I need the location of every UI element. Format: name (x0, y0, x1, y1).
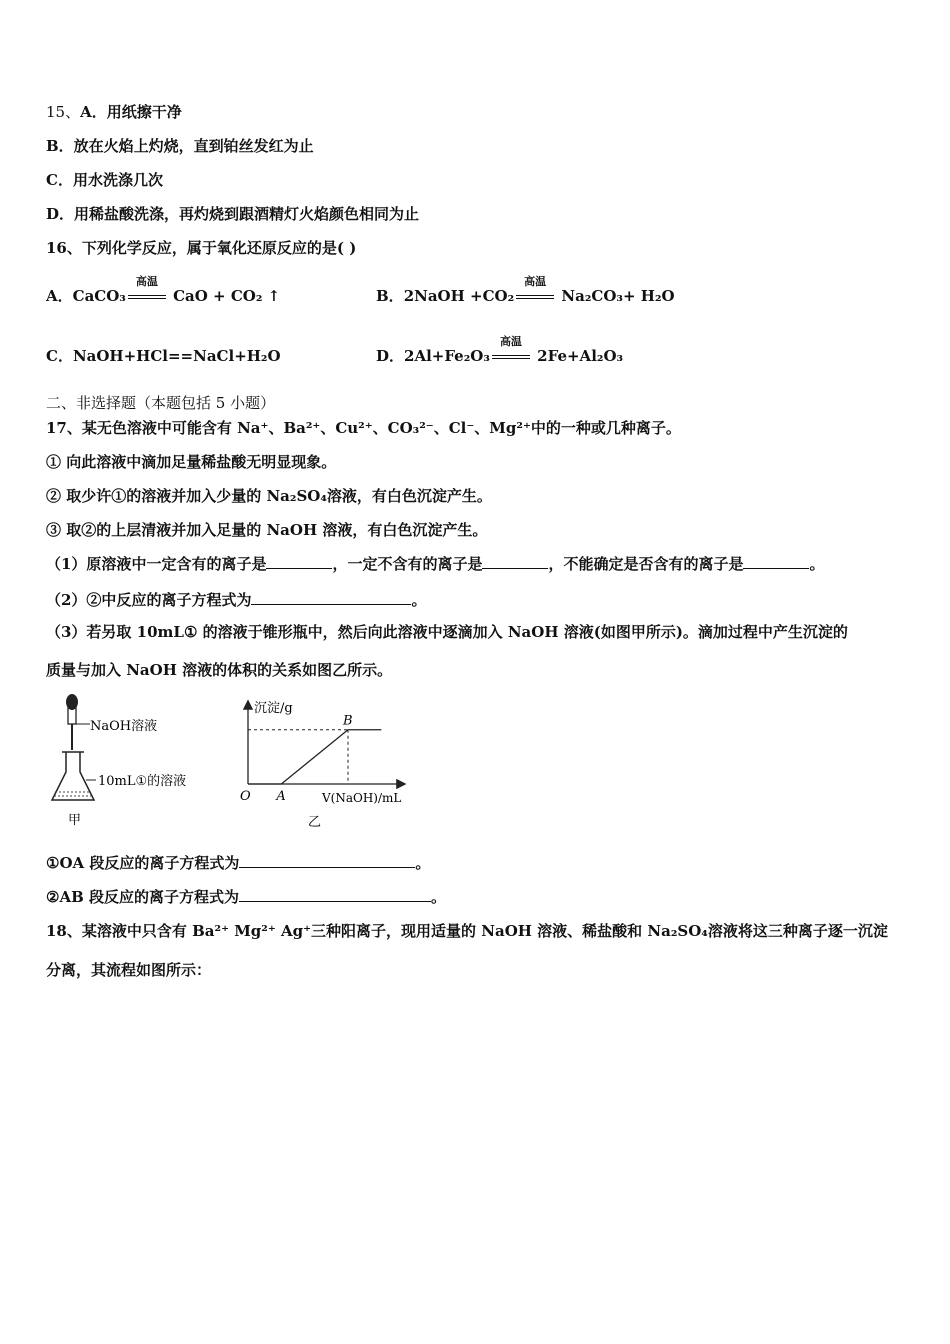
q18-line-2: 分离，其流程如图所示： (46, 961, 212, 979)
q16-option-c: C．NaOH+HCl==NaCl+H₂O (46, 347, 281, 365)
y-axis-label: 沉淀/g (254, 701, 293, 716)
q16-option-d: D．2Al+Fe₂O₃ 高温 2Fe+Al₂O₃ (376, 335, 624, 365)
answer-blank[interactable] (239, 853, 415, 868)
answer-blank[interactable] (266, 554, 332, 569)
caption-yi: 乙 (308, 815, 322, 830)
q17-step-3: ③ 取②的上层清液并加入足量的 NaOH 溶液，有白色沉淀产生。 (46, 521, 488, 539)
q17-ab: ②AB 段反应的离子方程式为 。 (46, 888, 447, 906)
answer-blank[interactable] (482, 554, 548, 569)
q17-part-3-line-1: （3）若另取 10mL① 的溶液于锥形瓶中，然后向此溶液中逐滴加入 NaOH 溶液(如图甲所示)。滴加过程中产生沉淀的 (46, 623, 848, 641)
q17-stem: 17、某无色溶液中可能含有 Na⁺、Ba²⁺、Cu²⁺、CO₃²⁻、Cl⁻、Mg²⁺中的一种或几种离子。 (46, 419, 681, 437)
series-line (248, 730, 381, 784)
dropper-label: NaOH溶液 (90, 719, 158, 734)
high-temp-condition: 高温 (514, 287, 556, 307)
dropper-icon (66, 694, 78, 750)
q15-option-c: C．用水洗涤几次 (46, 171, 163, 189)
x-axis-label: V(NaOH)/mL (322, 791, 402, 805)
answer-blank[interactable] (239, 887, 431, 902)
q17-part-1: （1）原溶液中一定含有的离子是 ，一定不含有的离子是 ，不能确定是否含有的离子是 。 (46, 555, 825, 573)
section-heading: 二、非选择题（本题包括 5 小题） (46, 394, 276, 412)
q15-option-b: B．放在火焰上灼烧，直到铂丝发红为止 (46, 137, 314, 155)
q15-option-a: 15、A．用纸擦干净 (46, 103, 182, 121)
answer-blank[interactable] (743, 554, 809, 569)
q17-part-3-line-2: 质量与加入 NaOH 溶液的体积的关系如图乙所示。 (46, 661, 393, 679)
answer-blank[interactable] (251, 590, 411, 605)
figure-apparatus (46, 690, 206, 830)
q16-stem: 16、下列化学反应，属于氧化还原反应的是( ) (46, 239, 357, 257)
caption-jia: 甲 (68, 813, 82, 828)
q16-option-a: A．CaCO₃ 高温 CaO + CO₂ ↑ (46, 275, 281, 305)
q16-option-b: B．2NaOH +CO₂ 高温 Na₂CO₃+ H₂O (376, 275, 675, 305)
point-label-a: A (276, 789, 286, 804)
q17-oa: ①OA 段反应的离子方程式为 。 (46, 854, 431, 872)
origin-label: O (240, 789, 251, 804)
q17-part-2: （2）②中反应的离子方程式为 。 (46, 591, 427, 609)
q17-step-1: ① 向此溶液中滴加足量稀盐酸无明显现象。 (46, 453, 337, 471)
point-label-b: B (343, 713, 353, 729)
chart-precipitate (236, 694, 416, 830)
flask-icon (52, 752, 94, 800)
q18-line-1: 18、某溶液中只含有 Ba²⁺ Mg²⁺ Ag⁺三种阳离子，现用适量的 NaOH 溶液、稀盐酸和 Na₂SO₄溶液将这三种离子逐一沉淀 (46, 922, 888, 940)
high-temp-condition: 高温 (126, 287, 168, 307)
high-temp-condition: 高温 (490, 347, 532, 367)
flask-label: 10mL①的溶液 (98, 774, 187, 789)
q17-step-2: ② 取少许①的溶液并加入少量的 Na₂SO₄溶液，有白色沉淀产生。 (46, 487, 492, 505)
q15-option-d: D．用稀盐酸洗涤，再灼烧到跟酒精灯火焰颜色相同为止 (46, 205, 420, 223)
